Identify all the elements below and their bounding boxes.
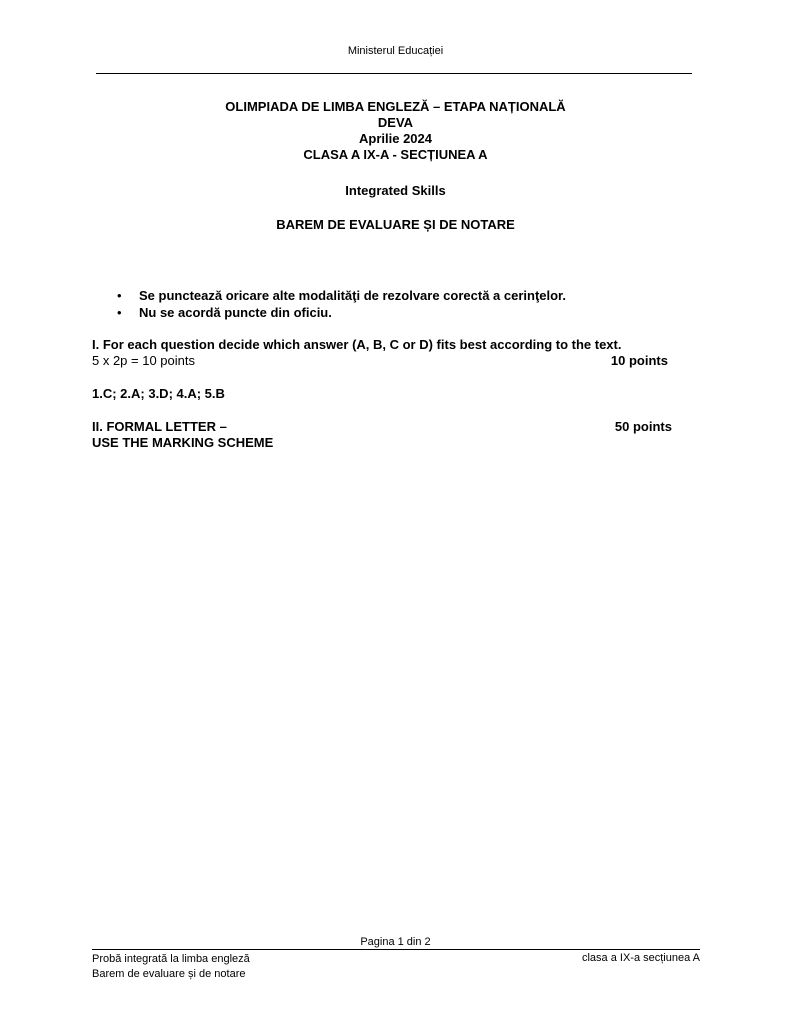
title-line-2: DEVA [377, 115, 414, 130]
scheme-title: BAREM DE EVALUARE ȘI DE NOTARE [276, 217, 515, 232]
footer-left-line-2: Barem de evaluare și de notare [92, 968, 246, 980]
title-line-4: CLASA A IX-A - SECȚIUNEA A [303, 147, 488, 162]
page-number: Pagina 1 din 2 [360, 936, 431, 948]
list-item [117, 304, 717, 321]
document-title [0, 99, 791, 163]
section1-answers: 1.C; 2.A; 3.D; 4.A; 5.B [92, 386, 225, 401]
footer-right: clasa a IX-a secțiunea A [581, 952, 700, 964]
footer-left-line-1: Probă integrată la limba engleză [92, 953, 250, 965]
bullet-icon: • [117, 305, 122, 320]
note-text: Se punctează oricare alte modalităţi de rezolvare corectă a cerinţelor. [139, 288, 567, 303]
footer-divider [92, 949, 700, 950]
section2-title: II. FORMAL LETTER – [92, 419, 227, 434]
header-organization: Ministerul Educației [347, 45, 444, 57]
document-subtitle: Integrated Skills [345, 183, 446, 198]
section1-formula: 5 x 2p = 10 points [92, 353, 195, 368]
footer-left [92, 952, 250, 982]
section2-instruction: USE THE MARKING SCHEME [92, 435, 274, 450]
title-line-1: OLIMPIADA DE LIMBA ENGLEZĂ – ETAPA NAȚIONALĂ [225, 99, 566, 114]
title-line-3: Aprilie 2024 [359, 131, 432, 146]
section2-points: 50 points [614, 419, 672, 434]
bullet-icon: • [117, 288, 122, 303]
header-divider [96, 73, 692, 74]
list-item [117, 287, 717, 304]
section1-question: I. For each question decide which answer (A, B, C or D) fits best according to the text. [92, 337, 622, 352]
notes-list [117, 287, 717, 321]
section1-points: 10 points [610, 353, 668, 368]
note-text: Nu se acordă puncte din oficiu. [139, 305, 332, 320]
